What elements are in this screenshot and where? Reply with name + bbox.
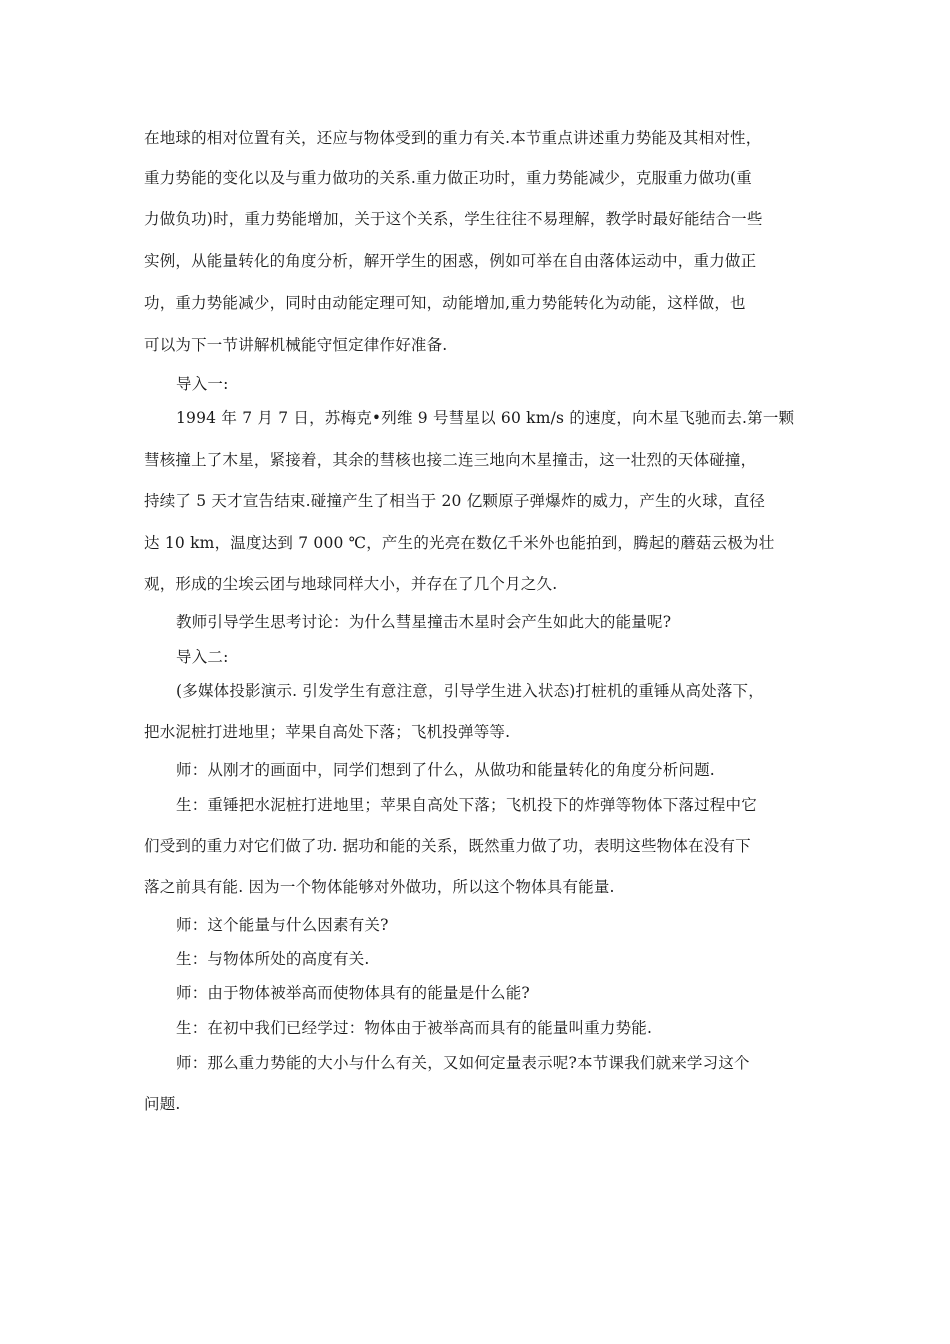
text-line: 师：从刚才的画面中，同学们想到了什么，从做功和能量转化的角度分析问题. [176,761,715,779]
text-line: (多媒体投影演示. 引发学生有意注意，引导学生进入状态)打桩机的重锤从高处落下， [176,682,764,700]
text-line: 问题. [144,1095,181,1113]
text-line: 落之前具有能. 因为一个物体能够对外做功，所以这个物体具有能量. [144,878,615,896]
text-line: 生：重锤把水泥桩打进地里；苹果自高处下落；飞机投下的炸弹等物体下落过程中它 [176,796,757,814]
text-line: 师：这个能量与什么因素有关? [176,916,389,934]
text-line: 力做负功)时，重力势能增加，关于这个关系，学生往往不易理解，教学时最好能结合一些 [144,210,763,228]
text-line: 持续了 5 天才宣告结束.碰撞产生了相当于 20 亿颗原子弹爆炸的威力，产生的火球，直径 [144,492,766,510]
section-heading: 导入一: [176,375,229,393]
text-line: 功，重力势能减少，同时由动能定理可知，动能增加,重力势能转化为动能，这样做，也 [144,294,746,312]
text-line: 教师引导学生思考讨论：为什么彗星撞击木星时会产生如此大的能量呢? [176,613,672,631]
text-line: 实例，从能量转化的角度分析，解开学生的困惑，例如可举在自由落体运动中，重力做正 [144,252,757,270]
text-line: 重力势能的变化以及与重力做功的关系.重力做正功时，重力势能减少，克服重力做功(重 [144,169,752,187]
text-line: 1994 年 7 月 7 日，苏梅克•列维 9 号彗星以 60 km/s 的速度，向木星飞驰而去.第一颗 [176,409,795,427]
text-line: 观，形成的尘埃云团与地球同样大小，并存在了几个月之久. [144,575,558,593]
text-line: 彗核撞上了木星，紧接着，其余的彗核也接二连三地向木星撞击，这一壮烈的天体碰撞， [144,451,757,469]
text-line: 达 10 km，温度达到 7 000 ℃，产生的光亮在数亿千米外也能拍到，腾起的蘑菇云极为壮 [144,534,775,552]
text-line: 在地球的相对位置有关，还应与物体受到的重力有关.本节重点讲述重力势能及其相对性， [144,129,762,147]
text-line: 们受到的重力对它们做了功. 据功和能的关系，既然重力做了功，表明这些物体在没有下 [144,837,751,855]
text-line: 生：与物体所处的高度有关. [176,950,370,968]
section-heading: 导入二: [176,648,229,666]
text-line: 生：在初中我们已经学过：物体由于被举高而具有的能量叫重力势能. [176,1019,653,1037]
text-line: 把水泥桩打进地里；苹果自高处下落；飞机投弹等等. [144,723,511,741]
text-line: 师：由于物体被举高而使物体具有的能量是什么能? [176,984,530,1002]
text-line: 可以为下一节讲解机械能守恒定律作好准备. [144,336,448,354]
text-line: 师：那么重力势能的大小与什么有关，又如何定量表示呢?本节课我们就来学习这个 [176,1054,750,1072]
